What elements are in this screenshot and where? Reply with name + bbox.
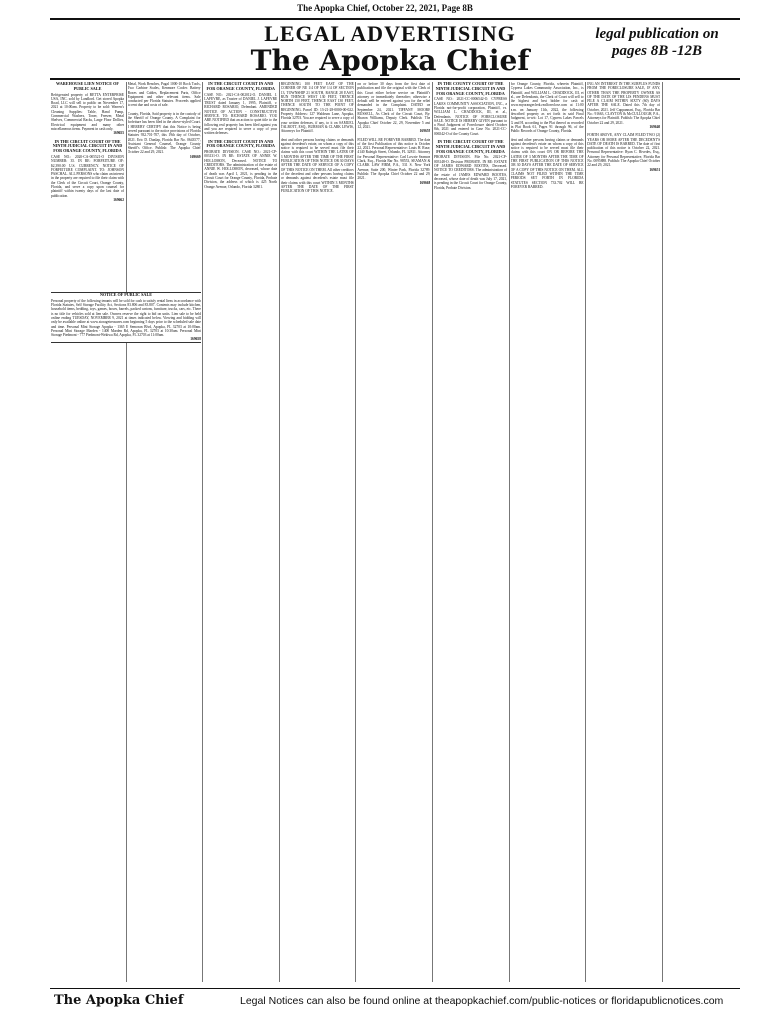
notice-heading: IN THE CIRCUIT COURT OF THE NINTH JUDICIAL CIRCUIT IN AND FOR ORANGE COUNTY, FLORIDA — [52, 138, 123, 154]
notice-id: 169662 — [113, 197, 124, 202]
notice-column — [204, 82, 277, 982]
legal-notice — [51, 140, 124, 203]
notice-body: PROBATE DIVISION. File No. 2021-CP-003148-O. Division PROBATE. IN RE: ESTATE OF JAMES EDWARD BOOTES, Deceased. NOTICE TO CREDITORS. The administration of the estate of JAMES EDWARD BOOTES, deceased, whose date of death was July 17, 2021, is pending in the Circuit Court for Orange County, Florida, Probate Division. — [434, 155, 507, 190]
masthead — [50, 18, 740, 80]
notice-heading: IN THE CIRCUIT COURT OF THE NINTH JUDICIAL CIRCUIT IN AND FOR ORANGE COUNTY, FLORIDA — [435, 139, 506, 154]
side-banner: legal publication on pages 8B -12B — [595, 26, 719, 59]
legal-notice — [204, 140, 277, 189]
notice-body: Refrigerated property of BETTA ENTERPRISE USA, INC. sold by Landlord. Get stored Apopka Road, LLC will sell to public on November 17, 2021 at 10:00am. Property to be sold: Warren's Cleaning Supplies: Table, Hand Pump, Commercial Washers, Toner, Freezer, Metal Shelves, Commercial Racks, Large Floor Dollies, Electrical equipment and many other miscellaneous items. Payment in cash only. — [51, 92, 124, 131]
notice-body: on or before 30 days from the first date of publication and file the original with the Clerk of this Court either before service on Plaintiff's attorney or immediately thereafter; otherwise a default will be entered against you for the relief demanded in the Complaint. DATED on September 24, 2021. TIFFANY MOORE RUSSELL, As Clerk of the Circuit Court, By: Sharon Williams, Deputy Clerk. Publish: The Apopka Chief October 22, 29, November 5 and 12, 2021. — [357, 82, 431, 129]
notice-heading: IN THE CIRCUIT COURT IN AND FOR ORANGE COUNTY, FLORIDA — [206, 82, 275, 91]
notice-column — [664, 82, 737, 982]
running-head: The Apopka Chief, October 22, 2021, Page 8B — [297, 3, 473, 13]
legal-notice — [434, 82, 507, 136]
notice-body: Metal, Work Benches, Pagal 1000-10 Rock Tools, Two Carbine Scales, Kenmore Cooler. Battery Boxes and Cables, Replacement Parts, Office Equipment and other relevant items. Sale conducted per Florida Statutes. Proceeds applied to rent due and costs of sale. — [127, 82, 201, 108]
section-title: LEGAL ADVERTISING — [264, 21, 516, 46]
legal-notice — [434, 140, 507, 190]
notice-column — [434, 82, 507, 982]
column-divider — [355, 82, 356, 982]
notice-body: for Orange County, Florida, wherein Plaintiff, Cypress Lakes Community Association, Inc., is Plaintiff, and WILLIAM L. CHADDOCK, III, et al., are Defendants, the Clerk of Court will sell to the highest and best bidder for cash at www.myorangeclerk.realforeclose.com at 11:00 a.m. on January 11th, 2022, the following described property as set forth in said Final Judgment, to-wit: Lot 17, Cypress Lakes Parcels G and H, according to the Plat thereof as recorded in Plat Book 61, Pages 91 through 96, of the Public Records of Orange County, Florida. — [510, 82, 584, 134]
notice-body: FILED WILL BE FOREVER BARRED. The date of the first Publication of this notice is October 22, 2021. Personal Representative: Louis H. Ruse, 4140 Raleigh Street, Orlando, FL 32811. Attorney for Personal Representative: Carl Lowrie Seamon Clark, Esq., Florida Bar No. 98553, SEAMAN & CLARK LAW FIRM, P.A., 531 S. New York Avenue, Suite 200, Winter Park, Florida 32789. Publish: The Apopka Chief October 22 and 29, 2021. — [357, 137, 431, 181]
public-sale-notice — [51, 292, 201, 343]
legal-notice — [587, 82, 660, 129]
legal-notice — [51, 82, 124, 136]
notice-body: dent and other persons having claims or demands against decedent's estate, on whom a copy of this notice is required to be served must file their claims with this court WITHIN THE LATER OF 3 MONTHS AFTER THE TIME OF THE FIRST PUBLICATION OF THIS NOTICE OR 30 DAYS AFTER THE DATE OF SERVICE OF A COPY OF THIS NOTICE ON THEM. All other creditors of the decedent and other persons having claims or demands against decedent's estate must file their claims with this court WITHIN 3 MONTHS AFTER THE DATE OF THE FIRST PUBLICATION OF THIS NOTICE. — [280, 137, 354, 194]
notice-heading: WAREHOUSE LIEN NOTICE OF PUBLIC SALE — [56, 82, 119, 91]
column-divider — [585, 82, 586, 982]
footer-logo: The Apopka Chief — [54, 993, 184, 1008]
column-divider — [432, 82, 433, 982]
notice-body: ING AN INTEREST IN THE SURPLUS FUNDS FROM THE FORECLOSURE SALE, IF ANY, OTHER THAN THE PROPERTY OWNER AS OF THE DATE OF THE LIS PENDENS MUST FILE A CLAIM WITHIN SIXTY (60) DAYS AFTER THE SALE. Dated this 7th day of October, 2021. Jeff Cappannari, Esq., Florida Bar No.: 91663, CLAYTON & McCULLOUGH, P.A., Attorneys for Plaintiff. Publish: The Apopka Chief October 22 and 29, 2021. — [587, 82, 661, 125]
notice-heading: IN THE CIRCUIT COURT IN AND FOR ORANGE COUNTY, FLORIDA — [206, 138, 275, 149]
public-sale-heading: NOTICE OF PUBLIC SALE — [99, 292, 153, 297]
notice-column — [51, 82, 124, 982]
notice-id: 169659 — [419, 129, 431, 134]
notice-body: CASE NO.: 2020-CA-005521-O DIVISION NUMBER: 35. IN RE: FORFEITURE OF: $2,390.00 U.S. CURRENCY. NOTICE OF FORFEITURE COMPLAINT. TO: JOHNSON PASCHAL. ALL PERSONS who claim an interest in the property are required to file their claim with the Clerk of the Circuit Court, Orange County, Florida, and serve a copy upon counsel for plaintiff within twenty days of the last date of publication. — [51, 154, 124, 198]
public-sale-id: 169658 — [190, 337, 201, 342]
legal-notices-area — [50, 82, 740, 982]
notice-id: 169669 — [189, 154, 201, 159]
notice-column — [587, 82, 660, 982]
notice-id: 169668 — [419, 180, 431, 185]
legal-notice — [357, 82, 430, 134]
notice-id: 169651 — [649, 167, 661, 172]
notice-body: BEGINNING 100 FEET EAST OF THE CORNER OF NE 1/4 OF NW 1/4 OF SECTION 13, TOWNSHIP 21 SOUTH, RANGE 28 EAST, RUN THENCE WEST 130 FEET, THENCE NORTH 150 FEET, THENCE EAST 130 FEET, THENCE SOUTH TO THE POINT OF BEGINNING. Parcel ID: 13-21-28-0000-00-022. Property Address: 127 Waldrum Lane, Apopka, Florida 32703. You are required to serve a copy of your written defenses, if any, to it on SAMUEL TALBOTT, ESQ., BURMAN & CLARK LEWIS, Attorneys for Plaintiff. — [280, 82, 354, 134]
notice-body: dent and other persons having claims or demands against decedent's estate on whom a copy of this notice is required to be served must file their claims with this court ON OR BEFORE THE LATER OF 3 MONTHS AFTER THE TIME OF THE FIRST PUBLICATION OF THIS NOTICE OR 30 DAYS AFTER THE DATE OF SERVICE OF A COPY OF THIS NOTICE ON THEM. ALL CLAIMS NOT FILED WITHIN THE TIME PERIODS SET FORTH IN FLORIDA STATUTES SECTION 733.702 WILL BE FOREVER BARRED. — [510, 137, 584, 189]
column-divider — [202, 82, 203, 982]
notice-heading: IN THE COUNTY COURT OF THE NINTH JUDICIAL CIRCUIT IN AND FOR ORANGE COUNTY, FLORIDA — [435, 82, 506, 96]
column-divider — [126, 82, 127, 982]
legal-notice — [281, 138, 354, 194]
legal-notice — [587, 133, 660, 172]
legal-notice — [357, 138, 430, 185]
notice-column — [128, 82, 201, 982]
notice-body: CASE NO.: 2021-CC-0006542-O. CYPRESS LAKES COMMUNITY ASSOCIATION, INC., a Florida not-for-profit corporation, Plaintiff, vs. WILLIAM L. CHADDOCK, III, et al., Defendants. NOTICE OF FORECLOSURE SALE. NOTICE IS HEREBY GIVEN pursuant to a Final Judgment of Foreclosure dated October 8th, 2021 and entered in Case No. 2021-CC-006542-O of the County Court. — [434, 97, 507, 136]
notice-id: 169640 — [649, 124, 661, 129]
column-divider — [662, 82, 663, 982]
footer-online-notice: Legal Notices can also be found online at theapopkachief.com/public-notices or floridapublicnotices.com — [240, 995, 724, 1007]
notice-body: CASE NO.: 2021-CA-002012-O. DANIEL J. LAFEVRE, as Trustee of DANIEL J. LAFEVRE TRUST dated January 1, 1995, Plaintiff, v. RICHARD ROSARIO, Defendant. AMENDED NOTICE OF ACTION - CONSTRUCTIVE SERVICE. TO: RICHARD ROSARIO. YOU ARE NOTIFIED that an action to quiet title to the following real property has been filed against you and you are required to serve a copy of your written defenses. — [204, 92, 278, 136]
legal-notice — [511, 138, 584, 190]
legal-notice — [128, 112, 201, 159]
notice-body: FORTH ABOVE, ANY CLAIM FILED TWO (2) YEARS OR MORE AFTER THE DECEDENT'S DATE OF DEATH IS BARRED. The date of first publication of this notice is October 22, 2021. Personal Representative: Ryan C. Rivedes, Esq., Attorney for Personal Representative, Florida Bar No. 0095888. Publish: The Apopka Chief October 22 and 29, 2021. — [587, 133, 661, 168]
notice-column — [281, 82, 354, 982]
legal-notice — [511, 82, 584, 134]
notice-id: 169655 — [113, 131, 124, 136]
paper-name: The Apopka Chief — [250, 44, 530, 77]
column-divider — [509, 82, 510, 982]
legal-notice — [204, 82, 277, 136]
column-divider — [279, 82, 280, 982]
legal-notice — [281, 82, 354, 134]
notice-body: County, Florida, Said property is in the custody of the Sheriff of Orange County. A Complaint for forfeiture has been filed in the above-styled Court. I HEREBY CERTIFY that this Notice is being served pursuant to the notice provisions of Florida Statutes 932.701-707, this 19th day of October, 2021. Eric D. Dunlap, Florida Bar No. 0643577, Assistant General Counsel, Orange County Sheriff's Office. Publish: The Apopka Chief October 22 and 29, 2021. — [127, 111, 201, 155]
public-sale-body: Personal property of the following tenants will be sold for cash to satisfy rental liens in accordance with Florida Statutes, Self Storage Facility Act, Sections 83.806 and 83.807. Contents may include kitchen, household items, bedding, toys, games, boxes, barrels, packed cartons, furniture, trucks, cars, etc. There is no title for vehicles sold at lien sale. Owners reserve the right to bid on units. Lien sale to be held online ending TUESDAY, NOVEMBER 9, 2021 at times indicated below. Viewing and bidding will only be available online at www.storagetreasures.com beginning 5 days prior to the scheduled sale date and time. Personal Mini Storage Apopka - 1365 E Semoran Blvd, Apopka, FL 32703 at 10:00am. Personal Mini Storage Marden - 1400 Marden Rd, Apopka, FL 32703 at 10:30am. Personal Mini Storage Piedmont - 777 Piedmont-Wekiwa Rd, Apopka, FL 32703 at 11:00am. — [51, 298, 201, 338]
footer — [50, 988, 740, 1013]
notice-column — [511, 82, 584, 982]
notice-body: PROBATE DIVISION. CASE NO.: 2021-CP-003131-O. IN RE: ESTATE OF ANNIE W. HOLLOMON, Deceased. NOTICE TO CREDITORS. The administration of the estate of ANNIE W. HOLLOMON, deceased, whose date of death was April 1, 2021, is pending in the Circuit Court for Orange County, Florida, Probate Division, the address of which is 425 North Orange Avenue, Orlando, Florida 32801. — [204, 150, 278, 189]
notice-column — [357, 82, 430, 982]
legal-notice — [128, 82, 201, 108]
